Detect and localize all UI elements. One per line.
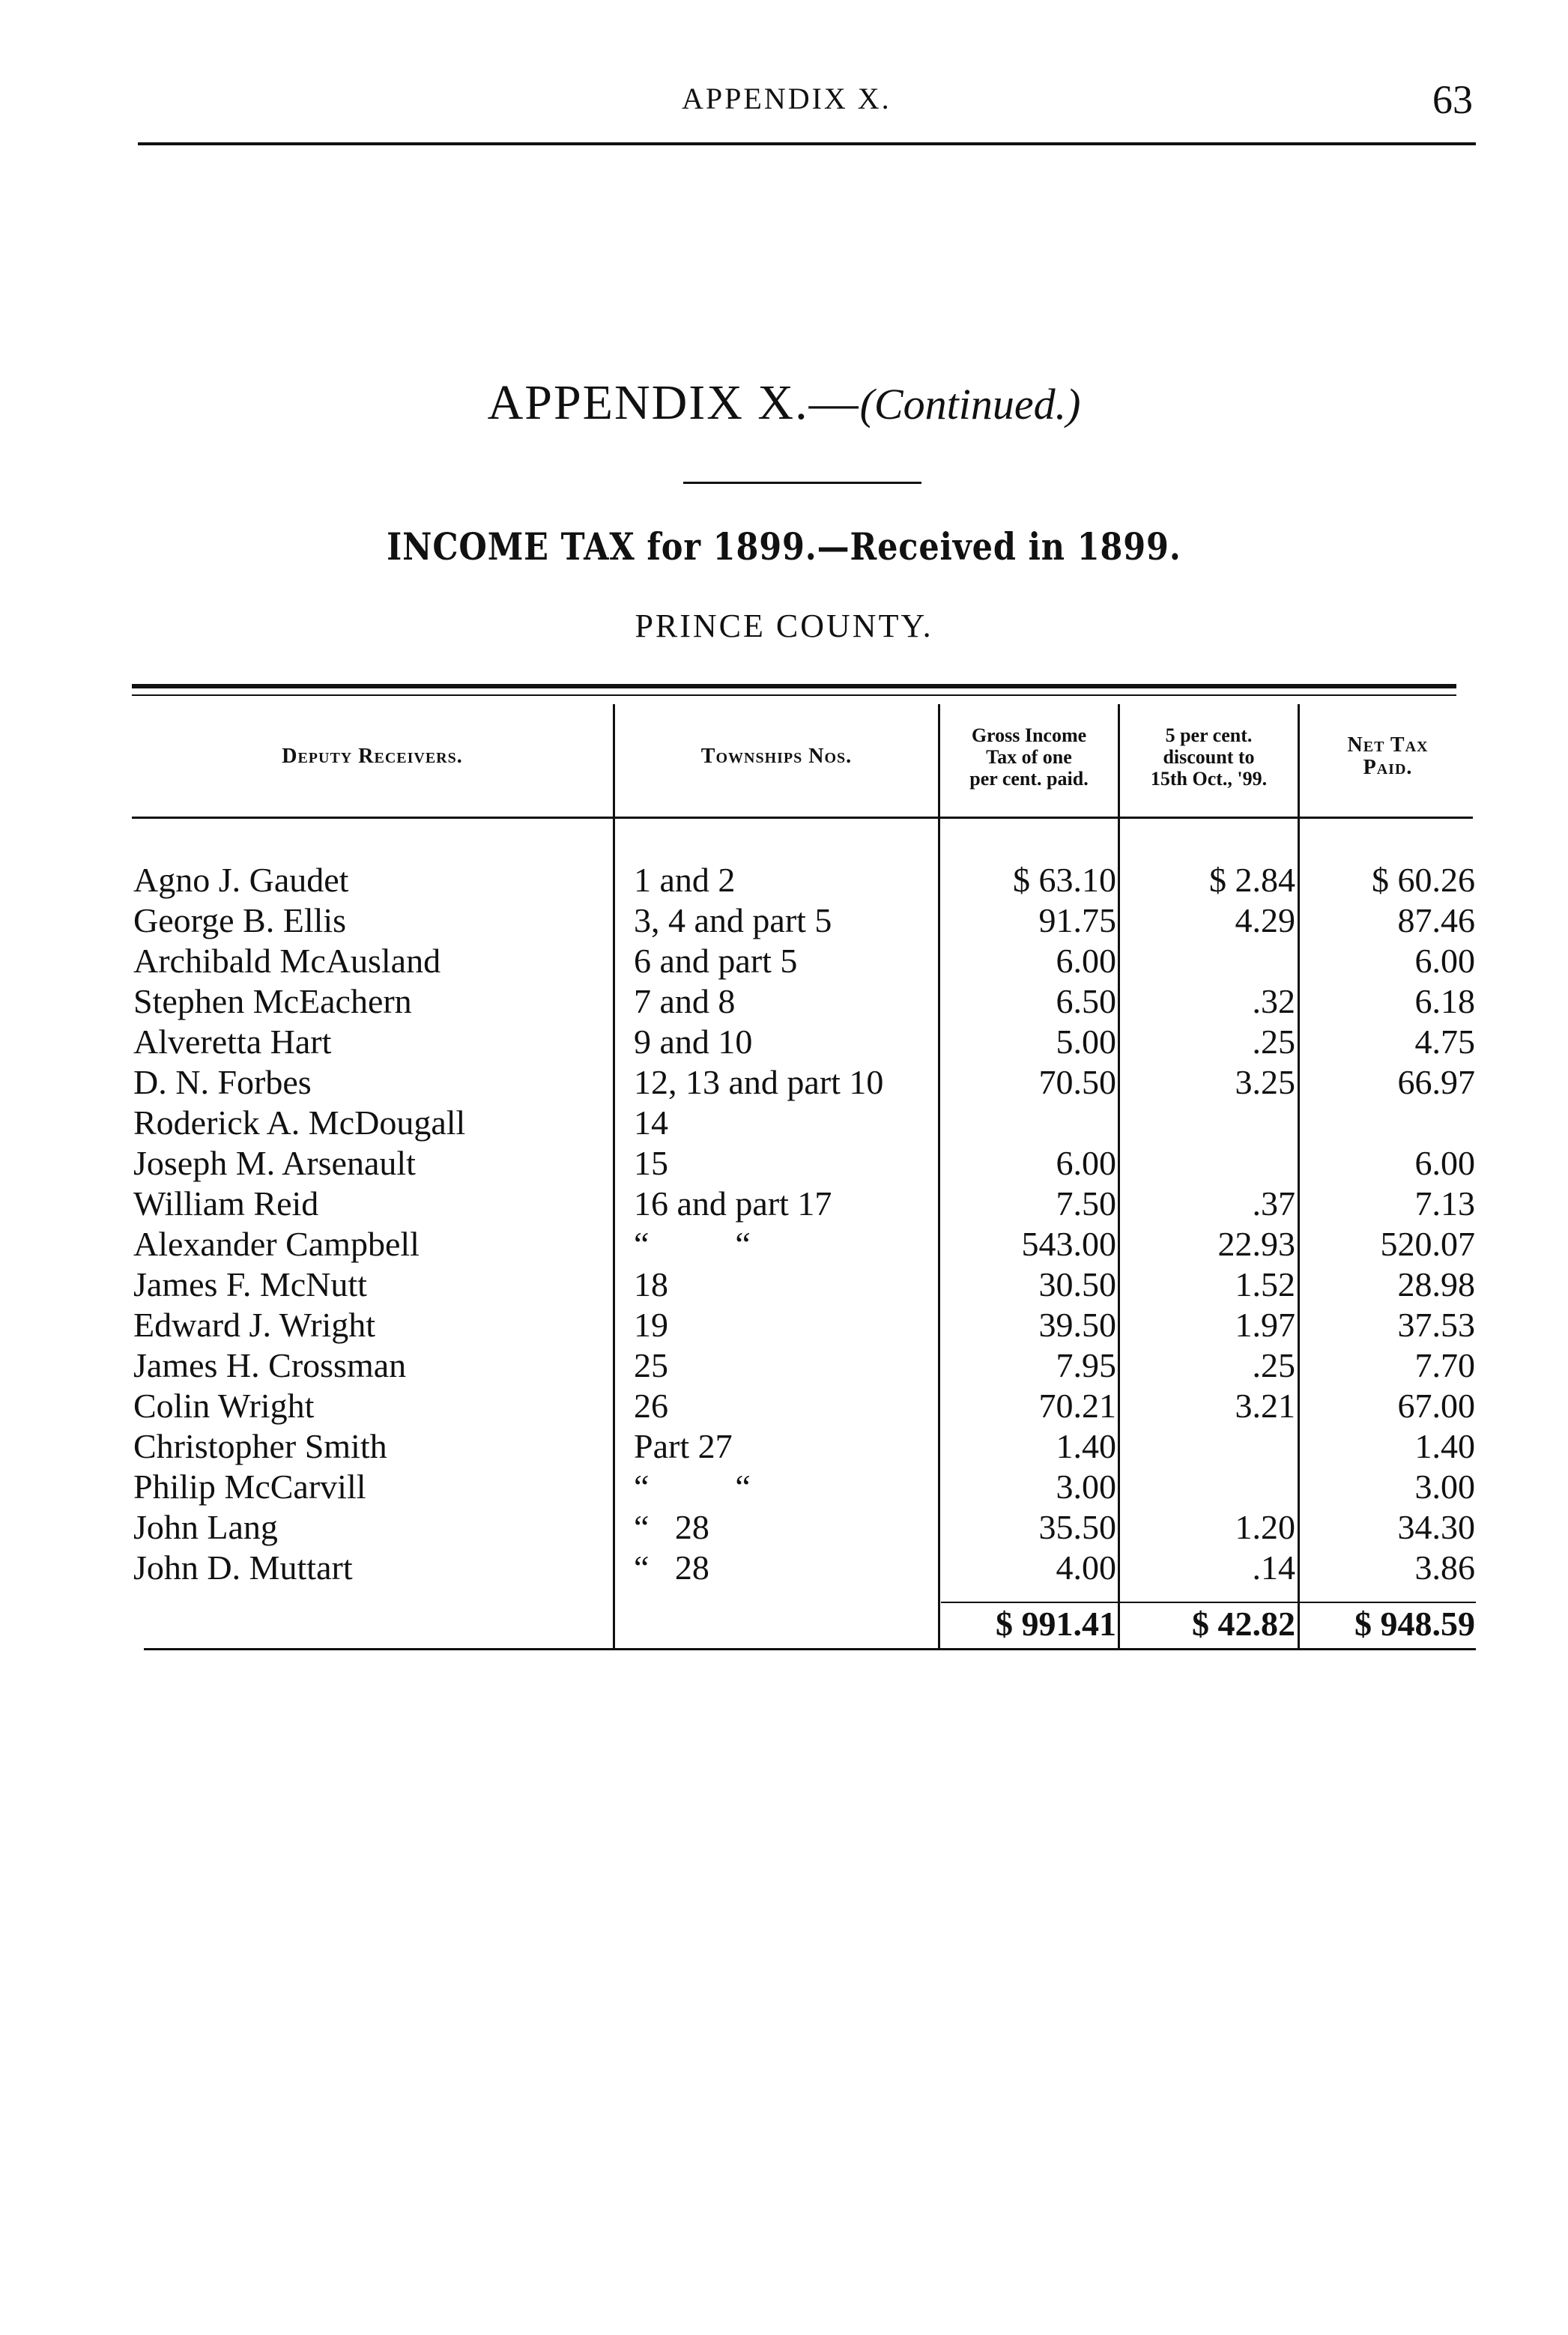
receiver-name: Stephen McEachern	[133, 982, 412, 1020]
table-row	[0, 941, 1568, 981]
table-top-rule	[132, 684, 1456, 688]
township-nos: 25	[634, 1346, 668, 1384]
net-tax: 520.07	[1380, 1225, 1475, 1263]
gross-tax: 39.50	[1038, 1306, 1116, 1344]
discount: 3.21	[1235, 1387, 1295, 1425]
appendix-title-continued: (Continued.)	[859, 380, 1081, 428]
receiver-name: William Reid	[133, 1184, 319, 1223]
receiver-name: Alexander Campbell	[133, 1225, 420, 1263]
column-header-gross-line: per cent. paid.	[969, 767, 1089, 790]
gross-tax: 543.00	[1021, 1225, 1116, 1263]
appendix-title-main: APPENDIX X.—	[487, 375, 860, 430]
township-nos: 3, 4 and part 5	[634, 901, 832, 939]
discount: 3.25	[1235, 1063, 1295, 1101]
discount: .32	[1252, 982, 1295, 1020]
receiver-name: Edward J. Wright	[133, 1306, 376, 1344]
column-header-gross-line: Tax of one	[986, 745, 1072, 768]
township-nos: 9 and 10	[634, 1023, 753, 1061]
gross-tax: 5.00	[1056, 1023, 1116, 1061]
table-row	[0, 1548, 1568, 1588]
net-tax: 1.40	[1414, 1427, 1475, 1465]
township-nos: 14	[634, 1103, 668, 1142]
net-tax: 6.00	[1414, 942, 1475, 980]
gross-tax: 91.75	[1038, 901, 1116, 939]
township-nos: “ “	[634, 1468, 751, 1506]
receiver-name: D. N. Forbes	[133, 1063, 312, 1101]
receiver-name: Alveretta Hart	[133, 1023, 332, 1061]
table-row	[0, 1467, 1568, 1507]
township-nos: 16 and part 17	[634, 1184, 832, 1223]
table-bottom-rule	[144, 1648, 1476, 1650]
column-header-discount-line: discount to	[1163, 745, 1255, 768]
township-nos: “ 28	[634, 1508, 709, 1546]
discount: .25	[1252, 1346, 1295, 1384]
total-discount: $ 42.82	[1192, 1605, 1295, 1643]
running-head: APPENDIX X.	[682, 82, 892, 115]
net-tax: 3.00	[1414, 1468, 1475, 1506]
net-tax: 67.00	[1397, 1387, 1475, 1425]
gross-tax: 3.00	[1056, 1468, 1116, 1506]
page-number: 63	[1432, 77, 1473, 122]
head-rule	[138, 142, 1476, 145]
receiver-name: Agno J. Gaudet	[133, 861, 349, 899]
township-nos: 7 and 8	[634, 982, 736, 1020]
table-row	[0, 1345, 1568, 1386]
total-net: $ 948.59	[1354, 1605, 1475, 1643]
discount: 1.52	[1235, 1265, 1295, 1303]
table-row	[0, 1386, 1568, 1426]
table-row	[0, 1305, 1568, 1345]
table-row	[0, 1062, 1568, 1103]
title-rule	[683, 482, 921, 484]
gross-tax: 4.00	[1056, 1548, 1116, 1587]
township-nos: 6 and part 5	[634, 942, 798, 980]
township-nos: 12, 13 and part 10	[634, 1063, 884, 1101]
discount: .14	[1252, 1548, 1295, 1587]
discount: 1.20	[1235, 1508, 1295, 1546]
table-row	[0, 981, 1568, 1022]
discount: $ 2.84	[1209, 861, 1295, 899]
gross-tax: 35.50	[1038, 1508, 1116, 1546]
receiver-name: John Lang	[133, 1508, 278, 1546]
table-row	[0, 1426, 1568, 1467]
net-tax: 6.00	[1414, 1144, 1475, 1182]
receiver-name: Archibald McAusland	[133, 942, 441, 980]
table-top-rule-thin	[132, 694, 1456, 696]
gross-tax: 7.95	[1056, 1346, 1116, 1384]
column-header-gross	[940, 697, 1118, 817]
net-tax: 6.18	[1414, 982, 1475, 1020]
table-row	[0, 1103, 1568, 1143]
gross-tax: 1.40	[1056, 1427, 1116, 1465]
township-nos: “ 28	[634, 1548, 709, 1587]
receiver-name: James H. Crossman	[133, 1346, 407, 1384]
township-nos: 26	[634, 1387, 668, 1425]
discount: 22.93	[1217, 1225, 1295, 1263]
receiver-name: Joseph M. Arsenault	[133, 1144, 416, 1182]
net-tax: 28.98	[1397, 1265, 1475, 1303]
column-header-discount-line: 5 per cent.	[1165, 724, 1253, 746]
appendix-title	[0, 375, 1568, 431]
table-row	[0, 1022, 1568, 1062]
net-tax: 7.70	[1414, 1346, 1475, 1384]
receiver-name: Colin Wright	[133, 1387, 315, 1425]
receiver-name: George B. Ellis	[133, 901, 347, 939]
gross-tax: 6.00	[1056, 1144, 1116, 1182]
table-row	[0, 1184, 1568, 1224]
net-tax: 7.13	[1414, 1184, 1475, 1223]
table-row	[0, 860, 1568, 900]
township-nos: 19	[634, 1306, 668, 1344]
table-subtitle: INCOME TAX for 1899.—Received in 1899.	[387, 524, 1181, 569]
township-nos: 18	[634, 1265, 668, 1303]
column-header-net-line: Paid.	[1363, 756, 1413, 779]
header-bottom-rule	[132, 817, 1473, 819]
township-nos: “ “	[634, 1225, 751, 1263]
net-tax: 4.75	[1414, 1023, 1475, 1061]
total-gross: $ 991.41	[996, 1605, 1116, 1643]
table-row	[0, 1265, 1568, 1305]
column-header-gross-line: Gross Income	[971, 724, 1087, 746]
receiver-name: Philip McCarvill	[133, 1468, 366, 1506]
township-nos: Part 27	[634, 1427, 733, 1465]
township-nos: 1 and 2	[634, 861, 736, 899]
receiver-name: John D. Muttart	[133, 1548, 353, 1587]
receiver-name: Roderick A. McDougall	[133, 1103, 466, 1142]
gross-tax: 7.50	[1056, 1184, 1116, 1223]
gross-tax: 70.50	[1038, 1063, 1116, 1101]
discount: 4.29	[1235, 901, 1295, 939]
discount: .25	[1252, 1023, 1295, 1061]
net-tax: 34.30	[1397, 1508, 1475, 1546]
net-tax: 87.46	[1397, 901, 1475, 939]
column-header-net	[1300, 697, 1476, 817]
gross-tax: $ 63.10	[1013, 861, 1116, 899]
gross-tax: 6.50	[1056, 982, 1116, 1020]
column-header-discount-line: 15th Oct., '99.	[1150, 767, 1268, 790]
discount: 1.97	[1235, 1306, 1295, 1344]
table-row	[0, 1224, 1568, 1265]
receiver-name: James F. McNutt	[133, 1265, 367, 1303]
net-tax: 66.97	[1397, 1063, 1475, 1101]
receiver-name: Christopher Smith	[133, 1427, 387, 1465]
township-nos: 15	[634, 1144, 668, 1182]
table-row	[0, 900, 1568, 941]
gross-tax: 70.21	[1038, 1387, 1116, 1425]
table-row	[0, 1143, 1568, 1184]
discount: .37	[1252, 1184, 1295, 1223]
column-header-receivers: Deputy Receivers.	[282, 745, 463, 768]
net-tax: $ 60.26	[1372, 861, 1475, 899]
net-tax: 37.53	[1397, 1306, 1475, 1344]
column-header-townships: Townships Nos.	[700, 745, 853, 768]
table-row	[0, 1507, 1568, 1548]
column-header-discount	[1120, 697, 1298, 817]
gross-tax: 6.00	[1056, 942, 1116, 980]
gross-tax: 30.50	[1038, 1265, 1116, 1303]
net-tax: 3.86	[1414, 1548, 1475, 1587]
totals-row	[0, 1603, 1568, 1645]
column-header-net-line: Net Tax	[1347, 733, 1429, 757]
county-heading: PRINCE COUNTY.	[635, 608, 933, 644]
